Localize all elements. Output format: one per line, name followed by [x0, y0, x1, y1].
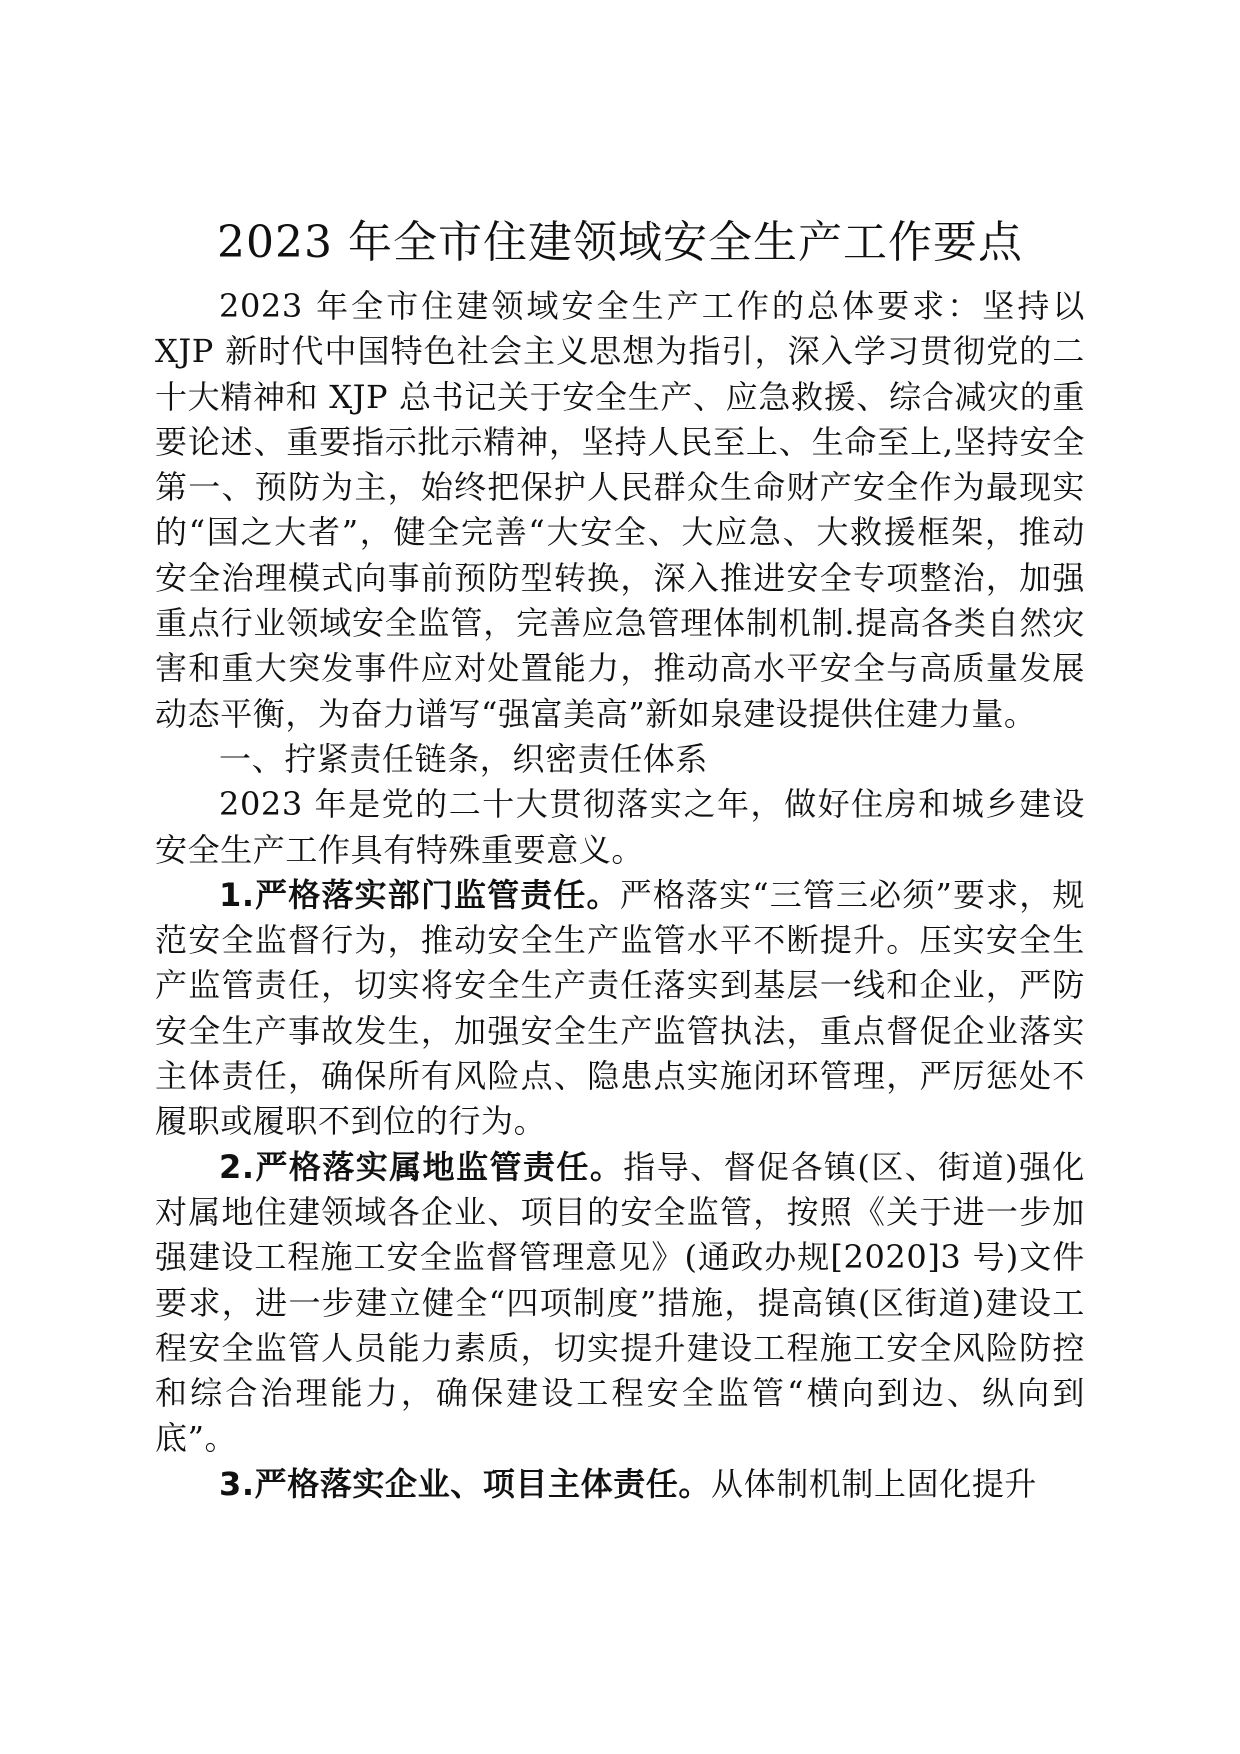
item-3-text: 从体制机制上固化提升 [711, 1464, 1038, 1503]
item-3-lead: 3.严格落实企业、项目主体责任。 [219, 1464, 712, 1503]
item-2-paragraph [155, 1145, 1085, 1462]
section-1-intro-paragraph: 2023 年是党的二十大贯彻落实之年，做好住房和城乡建设安全生产工作具有特殊重要意义。 [155, 785, 1085, 869]
section-heading-1: 一、拧紧责任链条，织密责任体系 [219, 739, 709, 778]
item-3-paragraph [155, 1462, 1085, 1507]
item-1-paragraph [155, 873, 1085, 1145]
item-1-lead: 1.严格落实部门监管责任。 [219, 875, 620, 914]
item-2-text: 指导、督促各镇(区、街道)强化对属地住建领域各企业、项目的安全监管，按照《关于进一步加强建设工程施工安全监督管理意见》(通政办规[2020]3 号)文件要求，进一步建立健全“四项制度”措施，提高镇(区街道)建设工程安全监管人员能力素质，切实提升建设工程施工安全风险防控和综合治理能力，确保建设工程安全监管“横向到边、纵向到底”。 [155, 1147, 1085, 1458]
document-title: 2023 年全市住建领域安全生产工作要点 [217, 217, 1023, 268]
item-1-text: 严格落实“三管三必须”要求，规范安全监督行为，推动安全生产监管水平不断提升。压实安全生产监管责任，切实将安全生产责任落实到基层一线和企业，严防安全生产事故发生，加强安全生产监管执法，重点督促企业落实主体责任，确保所有风险点、隐患点实施闭环管理，严厉惩处不履职或履职不到位的行为。 [155, 875, 1085, 1141]
document-body [155, 284, 1085, 1507]
item-2-lead: 2.严格落实属地监管责任。 [219, 1147, 624, 1186]
intro-paragraph: 2023 年全市住建领域安全生产工作的总体要求：坚持以 XJP 新时代中国特色社会主义思想为指引，深入学习贯彻党的二十大精神和 XJP 总书记关于安全生产、应急救援、综合减灾的重要论述、重要指示批示精神，坚持人民至上、生命至上,坚持安全第一、预防为主，始终把保护人民群众生命财产安全作为最现实的“国之大者”，健全完善“大安全、大应急、大救援框架，推动安全治理模式向事前预防型转换，深入推进安全专项整治，加强重点行业领域安全监管，完善应急管理体制机制.提高各类自然灾害和重大突发事件应对处置能力，推动高水平安全与高质量发展动态平衡，为奋力谱写“强富美高”新如泉建设提供住建力量。 [155, 287, 1085, 733]
